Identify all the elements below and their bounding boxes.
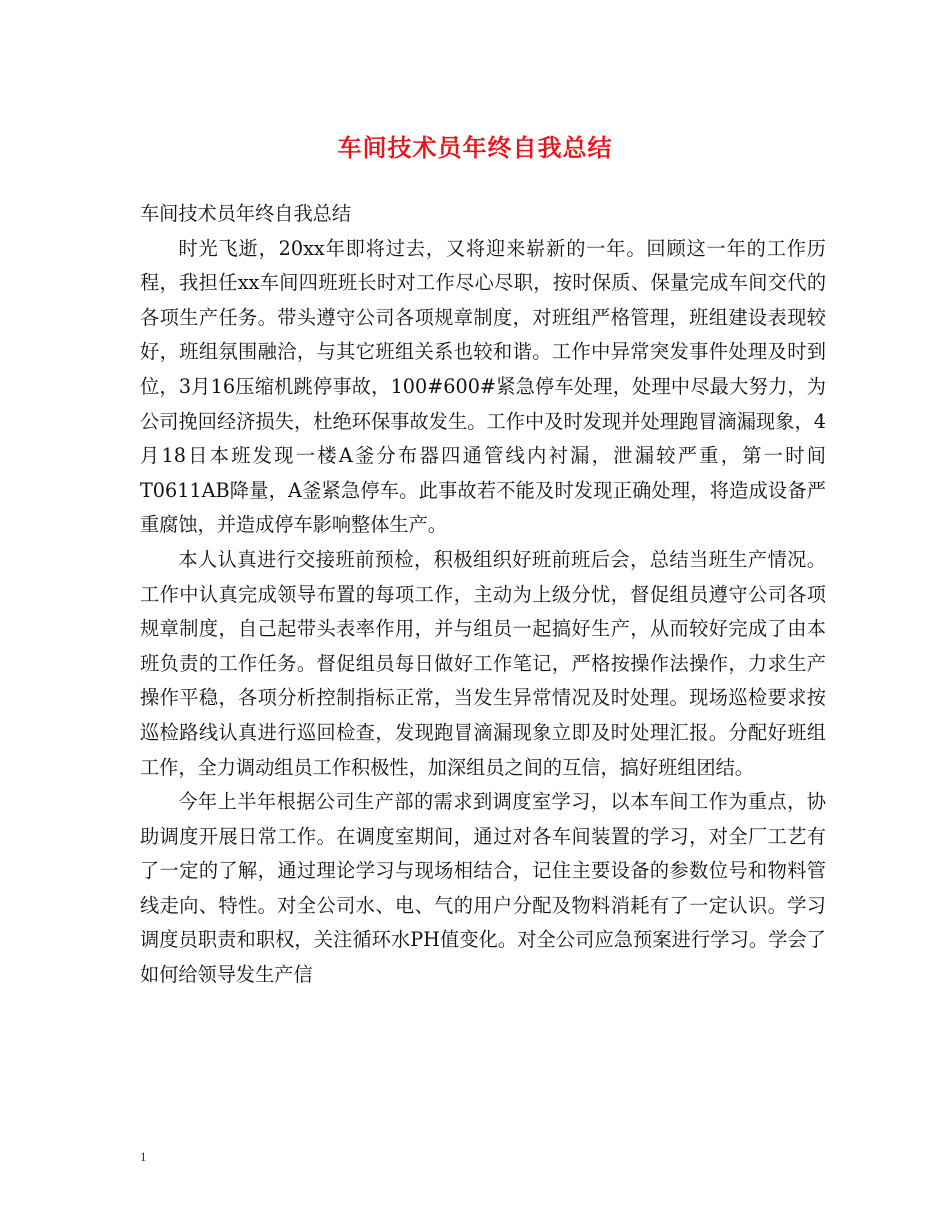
paragraph-3: 今年上半年根据公司生产部的需求到调度室学习，以本车间工作为重点，协助调度开展日常工作。在调度室期间，通过对各车间装置的学习，对全厂工艺有了一定的了解，通过理论学习与现场相结合，记住主要设备的参数位号和物料管线走向、特性。对全公司水、电、气的用户分配及物料消耗有了一定认识。学习调度员职责和职权，关注循环水PH值变化。对全公司应急预案进行学习。学会了如何给领导发生产信 [140, 790, 826, 987]
paragraph-2: 本人认真进行交接班前预检，积极组织好班前班后会，总结当班生产情况。工作中认真完成领导布置的每项工作，主动为上级分忧，督促组员遵守公司各项规章制度，自己起带头表率作用，并与组员一起搞好生产，从而较好完成了由本班负责的工作任务。督促组员每日做好工作笔记，严格按操作法操作，力求生产操作平稳，各项分析控制指标正常，当发生异常情况及时处理。现场巡检要求按巡检路线认真进行巡回检查，发现跑冒滴漏现象立即及时处理汇报。分配好班组工作，全力调动组员工作积极性，加深组员之间的互信，搞好班组团结。 [140, 547, 826, 779]
section-heading: 车间技术员年终自我总结 [140, 202, 352, 225]
page-number: 1 [140, 1149, 147, 1164]
document-title: 车间技术员年终自我总结 [337, 134, 613, 162]
paragraph-1: 时光飞逝，20xx年即将过去，又将迎来崭新的一年。回顾这一年的工作历程，我担任xx车间四班班长时对工作尽心尽职，按时保质、保量完成车间交代的各项生产任务。带头遵守公司各项规章制度，对班组严格管理，班组建设表现较好，班组氛围融洽，与其它班组关系也较和谐。工作中异常突发事件处理及时到位，3月16压缩机跳停事故，100#600#紧急停车处理，处理中尽最大努力，为公司挽回经济损失，杜绝环保事故发生。工作中及时发现并处理跑冒滴漏现象，4月18日本班发现一楼A釜分布器四通管线内衬漏，泄漏较严重，第一时间T0611AB降量，A釜紧急停车。此事故若不能及时发现正确处理，将造成设备严重腐蚀，并造成停车影响整体生产。 [140, 236, 826, 537]
document-body [140, 197, 826, 993]
